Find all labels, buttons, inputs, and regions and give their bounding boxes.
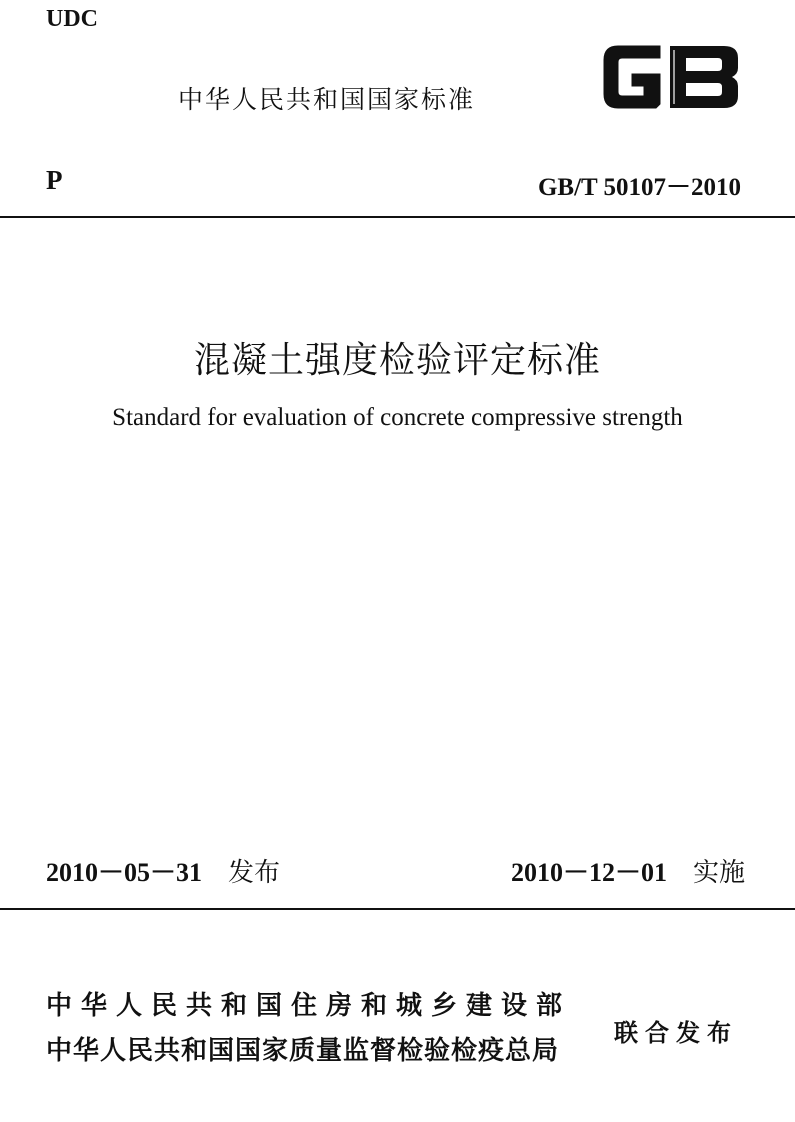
effective-date: 2010－12－01: [510, 858, 667, 887]
issue-date: 2010－05－31: [46, 858, 203, 887]
gb-logo: [598, 40, 744, 114]
publisher-line-1: 中华人民共和国住房和城乡建设部: [46, 991, 572, 1021]
effective-label: 实施: [692, 858, 745, 888]
bottom-divider: [0, 908, 795, 910]
gb-logo-icon: [598, 40, 744, 114]
category-code: P: [46, 165, 63, 195]
effective-date-line: [511, 852, 745, 889]
udc-label: UDC: [46, 6, 98, 32]
issue-label: 发布: [228, 858, 281, 888]
national-standard-heading: 中华人民共和国国家标准: [178, 85, 476, 114]
issue-date-line: [46, 852, 280, 889]
standard-number: GB/T 50107－2010: [537, 174, 741, 201]
title-english: Standard for evaluation of concrete compressive strength: [112, 404, 683, 431]
joint-publish-label: 联合发布: [614, 1019, 738, 1047]
top-divider: [0, 216, 795, 218]
title-chinese: 混凝土强度检验评定标准: [193, 340, 601, 381]
publisher-line-2: 中华人民共和国国家质量监督检验检疫总局: [46, 1036, 560, 1066]
